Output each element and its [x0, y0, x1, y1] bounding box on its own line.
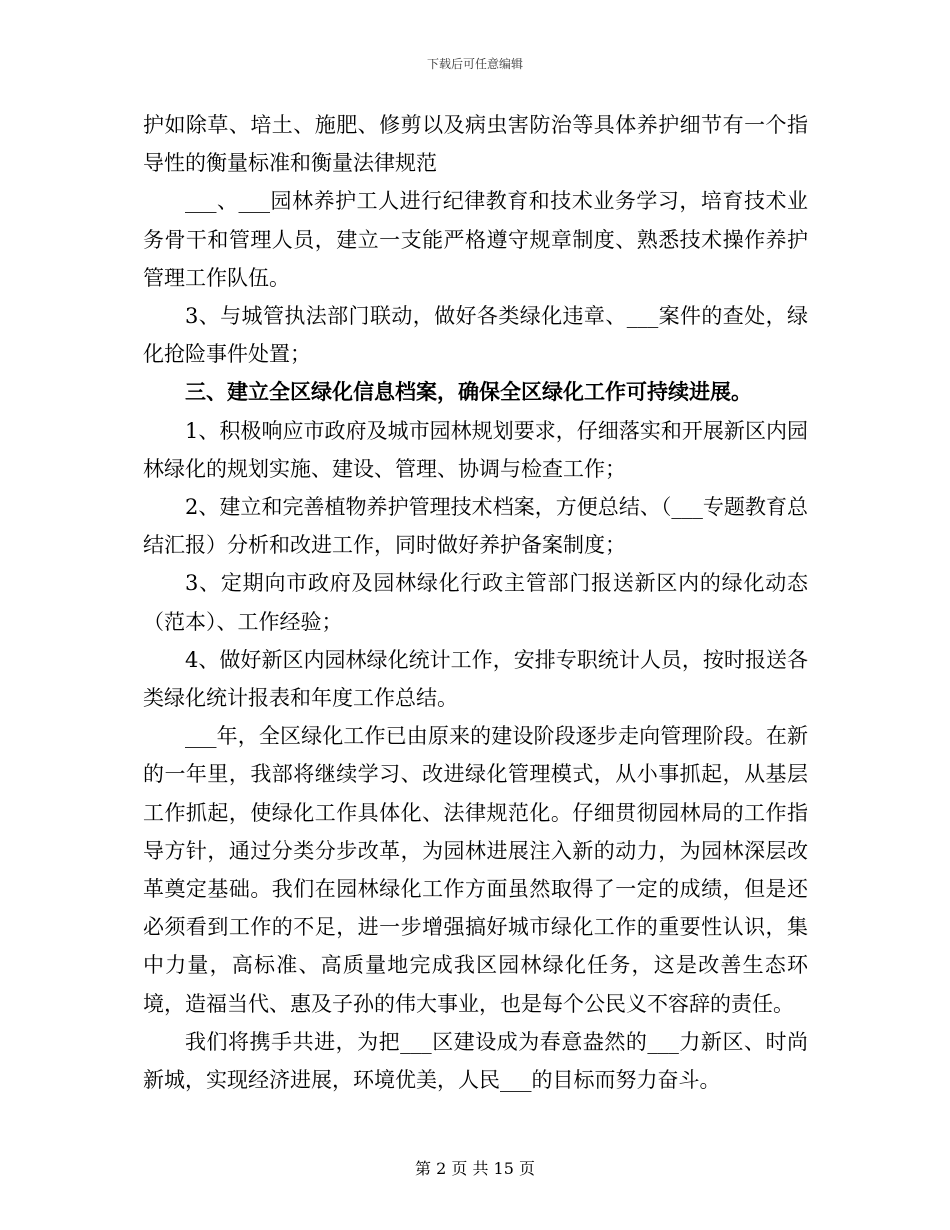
paragraph-6: 2、建立和完善植物养护管理技术档案，方便总结、（___专题教育总结汇报）分析和改进工作，同时做好养护备案制度；	[143, 495, 808, 558]
page-number: 第 2 页 共 15 页	[415, 1159, 535, 1178]
paragraph-10: 我们将携手共进，为把___区建设成为春意盎然的___力新区、时尚新城，实现经济进展，环境优美，人民___的目标而努力奋斗。	[143, 1029, 808, 1093]
section-heading: 三、建立全区绿化信息档案，确保全区绿化工作可持续进展。	[185, 379, 752, 405]
paragraph-9: ___年，全区绿化工作已由原来的建设阶段逐步走向管理阶段。在新的一年里，我部将继续学习、改进绿化管理模式，从小事抓起，从基层工作抓起，使绿化工作具体化、法律规范化。仔细贯彻园林局的工作指导方针，通过分类分步改革，为园林进展注入新的动力，为园林深层改革奠定基础。我们在园林绿化工作方面虽然取得了一定的成绩，但是还必须看到工作的不足，进一步增强搞好城市绿化工作的重要性认识，集中力量，高标准、高质量地完成我区园林绿化任务，这是改善生态环境，造福当代、惠及子孙的伟大事业，也是每个公民义不容辞的责任。	[143, 724, 808, 1016]
document-body	[143, 106, 808, 1099]
paragraph-2: ___、___园林养护工人进行纪律教育和技术业务学习，培育技术业务骨干和管理人员，建立一支能严格遵守规章制度、熟悉技术操作养护管理工作队伍。	[143, 189, 808, 290]
paragraph-3: 3、与城管执法部门联动，做好各类绿化违章、___案件的查处，绿化抢险事件处置；	[143, 304, 808, 367]
paragraph-1: 护如除草、培土、施肥、修剪以及病虫害防治等具体养护细节有一个指导性的衡量标准和衡量法律规范	[143, 113, 808, 176]
paragraph-5: 1、积极响应市政府及城市园林规划要求，仔细落实和开展新区内园林绿化的规划实施、建设、管理、协调与检查工作；	[143, 418, 808, 481]
paragraph-7: 3、定期向市政府及园林绿化行政主管部门报送新区内的绿化动态（范本）、工作经验；	[143, 571, 808, 634]
paragraph-8: 4、做好新区内园林绿化统计工作，安排专职统计人员，按时报送各类绿化统计报表和年度工作总结。	[143, 647, 808, 711]
page-header: 下载后可任意编辑	[426, 57, 523, 71]
